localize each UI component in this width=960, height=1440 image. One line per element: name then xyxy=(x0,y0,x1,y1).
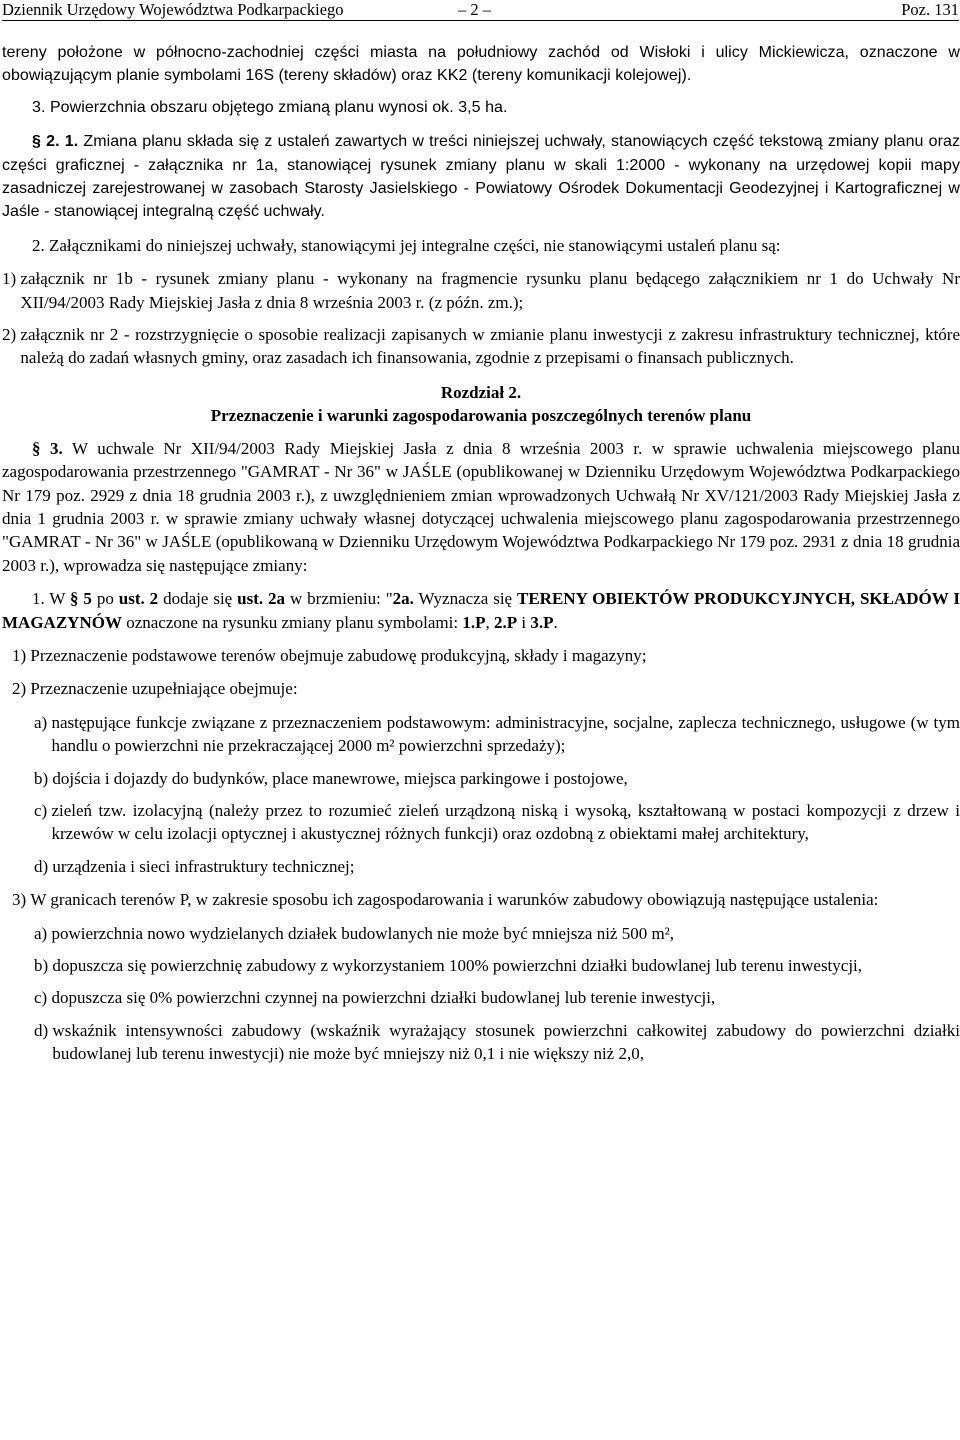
chapter-heading xyxy=(2,381,960,428)
change-bold: TERENY OBIEKTÓW PRODUKCYJNYCH, SKŁADÓW I MAGAZYNÓW xyxy=(2,589,960,632)
change-text: . xyxy=(553,612,558,632)
list-item xyxy=(34,922,960,945)
list-item xyxy=(34,954,960,977)
page-header xyxy=(2,0,959,21)
list-item-text: wskaźnik intensywności zabudowy (wskaźnik wyrażający stosunek powierzchni całkowitej zabudowy do powierzchni działki budowlanej lub terenu inwestycji) nie może być mniejszy niż 0,1 i nie większy niż 2,0, xyxy=(52,1020,960,1064)
list-item-text: dojścia i dojazdy do budynków, place manewrowe, miejsca parkingowe i postojowe, xyxy=(52,768,628,788)
change-bold: ust. 2 xyxy=(118,589,159,609)
change-text: dodaje się xyxy=(158,589,238,609)
attachment-text: załącznik nr 2 - rozstrzygnięcie o sposobie realizacji zapisanych w zmianie planu inwestycji z zakresu infrastruktury technicznej, które należą do zadań własnych gminy, oraz zasadach ich finansowania, zgodnie z przepisami o finansach publicznych. xyxy=(20,325,960,368)
change-1-paragraph xyxy=(2,587,960,634)
change-bold: ust. 2a xyxy=(237,589,286,609)
list-item xyxy=(34,767,960,790)
change-text: 1. W xyxy=(32,589,71,609)
point-1: 1) Przeznaczenie podstawowe terenów obejmuje zabudowę produkcyjną, składy i magazyny; xyxy=(12,645,647,665)
change-text: po xyxy=(91,589,119,609)
list-item-label: d) xyxy=(34,1020,53,1040)
chapter-number: Rozdział 2. xyxy=(440,382,522,402)
attachment-label: 2) xyxy=(2,325,21,345)
attachment-item xyxy=(2,323,960,370)
section-2-paragraph-1 xyxy=(2,130,960,224)
list-item-label: b) xyxy=(34,956,53,975)
list-item-text: dopuszcza się powierzchnię zabudowy z wykorzystaniem 100% powierzchni działki budowlanej lub terenu inwestycji, xyxy=(52,956,863,975)
section-3-paragraph xyxy=(2,437,960,577)
list-item-text: urządzenia i sieci infrastruktury technicznej; xyxy=(52,856,355,876)
page-number: – 2 – xyxy=(458,0,491,19)
list-item-text: dopuszcza się 0% powierzchni czynnej na powierzchni działki budowlanej lub terenie inwestycji, xyxy=(51,988,716,1008)
attachment-item xyxy=(2,267,960,314)
area-paragraph: 3. Powierzchnia obszaru objętego zmianą planu wynosi ok. 3,5 ha. xyxy=(32,98,508,116)
point-3-label: 3) xyxy=(12,890,31,910)
position-number: Poz. 131 xyxy=(901,0,959,19)
list-item xyxy=(34,855,960,878)
section-2-paragraph-2: 2. Załącznikami do niniejszej uchwały, stanowiącymi jej integralne części, nie stanowiącymi ustaleń planu są: xyxy=(32,235,781,255)
list-item xyxy=(34,799,960,846)
list-item-label: b) xyxy=(34,768,53,788)
list-item-label: d) xyxy=(34,856,53,876)
attachment-text: załącznik nr 1b - rysunek zmiany planu - wykonany na fragmencie rysunku planu będącego załącznikiem nr 1 do Uchwały Nr XII/94/2003 Rady Miejskiej Jasła z dnia 8 września 2003 r. (z późn. zm.); xyxy=(20,269,960,312)
list-item-label: a) xyxy=(34,712,52,732)
list-item-label: a) xyxy=(34,923,52,943)
change-bold: 3.P xyxy=(530,612,554,632)
section-3-lead: § 3. xyxy=(32,438,63,458)
change-text: oznaczone na rysunku zmiany planu symbolami: xyxy=(121,612,463,632)
list-item xyxy=(34,711,960,758)
change-text: , xyxy=(485,612,494,632)
list-item xyxy=(34,986,960,1009)
chapter-title: Przeznaczenie i warunki zagospodarowania poszczególnych terenów planu xyxy=(210,406,752,426)
change-bold: 2.P xyxy=(493,612,518,632)
list-item-text: zieleń tzw. izolacyjną (należy przez to rozumieć zieleń urządzoną niską i wysoką, kształtowaną w postaci kompozycji z drzew i krzewów w celu izolacji optycznej i akustycznej różnych funkcji) oraz ozdobną z obiektami małej architektury, xyxy=(51,800,960,844)
point-3-list xyxy=(2,922,960,1066)
list-item-text: powierzchnia nowo wydzielanych działek budowlanych nie może być mniejsza niż 500 m², xyxy=(51,923,675,943)
list-item-label: c) xyxy=(34,800,52,820)
list-item-label: c) xyxy=(34,988,52,1008)
list-item xyxy=(34,1019,960,1066)
point-3 xyxy=(2,888,960,911)
point-3-text: W granicach terenów P, w zakresie sposobu ich zagospodarowania i warunków zabudowy obowiązują następujące ustalenia: xyxy=(30,890,879,910)
section-3-text: W uchwale Nr XII/94/2003 Rady Miejskiej Jasła z dnia 8 września 2003 r. w sprawie uchwalenia miejscowego planu zagospodarowania przestrzennego "GAMRAT - Nr 36" w JAŚLE (opublikowanej w Dzienniku Urzędowym Województwa Podkarpackiego Nr 179 poz. 2929 z dnia 18 grudnia 2003 r.), z uwzględnieniem zmian wprowadzonych Uchwałą Nr XV/121/2003 Rady Miejskiej Jasła z dnia 1 grudnia 2003 r. w sprawie zmiany uchwały własnej dotyczącej uchwalenia miejscowego planu zagospodarowania przestrzennego "GAMRAT - Nr 36" w JAŚLE (opublikowaną w Dzienniku Urzędowym Województwa Podkarpackiego Nr 179 poz. 2931 z dnia 18 grudnia 2003 r.), wprowadza się następujące zmiany: xyxy=(2,438,960,575)
change-text: Wyznacza się xyxy=(413,589,517,609)
change-bold: 2a. xyxy=(392,589,414,609)
section-2-text: Zmiana planu składa się z ustaleń zawartych w treści niniejszej uchwały, stanowiących część tekstową zmiany planu oraz części graficznej - załącznika nr 1a, stanowiącej rysunek zmiany planu w skali 1:2000 - wykonany na urzędowej kopii mapy zasadniczej zarejestrowanej w zasobach Starosty Jasielskiego - Powiatowy Ośrodek Dokumentacji Geodezyjnej i Kartograficznej w Jaśle - stanowiącej integralną część uchwały. xyxy=(2,133,960,221)
attachment-label: 1) xyxy=(2,269,21,289)
intro-paragraph: tereny położone w północno-zachodniej części miasta na południowy zachód od Wisłoki i ulicy Mickiewicza, oznaczone w obowiązującym planie symbolami 16S (tereny składów) oraz KK2 (tereny komunikacji kolejowej). xyxy=(2,44,960,85)
attachments-list xyxy=(2,267,960,370)
list-item-text: następujące funkcje związane z przeznaczeniem podstawowym: administracyjne, socjalne, zaplecza technicznego, usługowe (w tym handlu o powierzchni nie przekraczającej 2000 m² powierzchni sprzedaży); xyxy=(51,712,960,756)
change-bold: § 5 xyxy=(70,589,92,609)
change-text: i xyxy=(517,612,531,632)
change-bold: 1.P xyxy=(462,612,486,632)
point-2-list xyxy=(2,711,960,878)
change-text: w brzmieniu: " xyxy=(285,589,393,609)
journal-title: Dziennik Urzędowy Województwa Podkarpackiego xyxy=(2,0,344,19)
section-2-lead: § 2. 1. xyxy=(32,133,79,151)
point-2: 2) Przeznaczenie uzupełniające obejmuje: xyxy=(12,679,298,699)
